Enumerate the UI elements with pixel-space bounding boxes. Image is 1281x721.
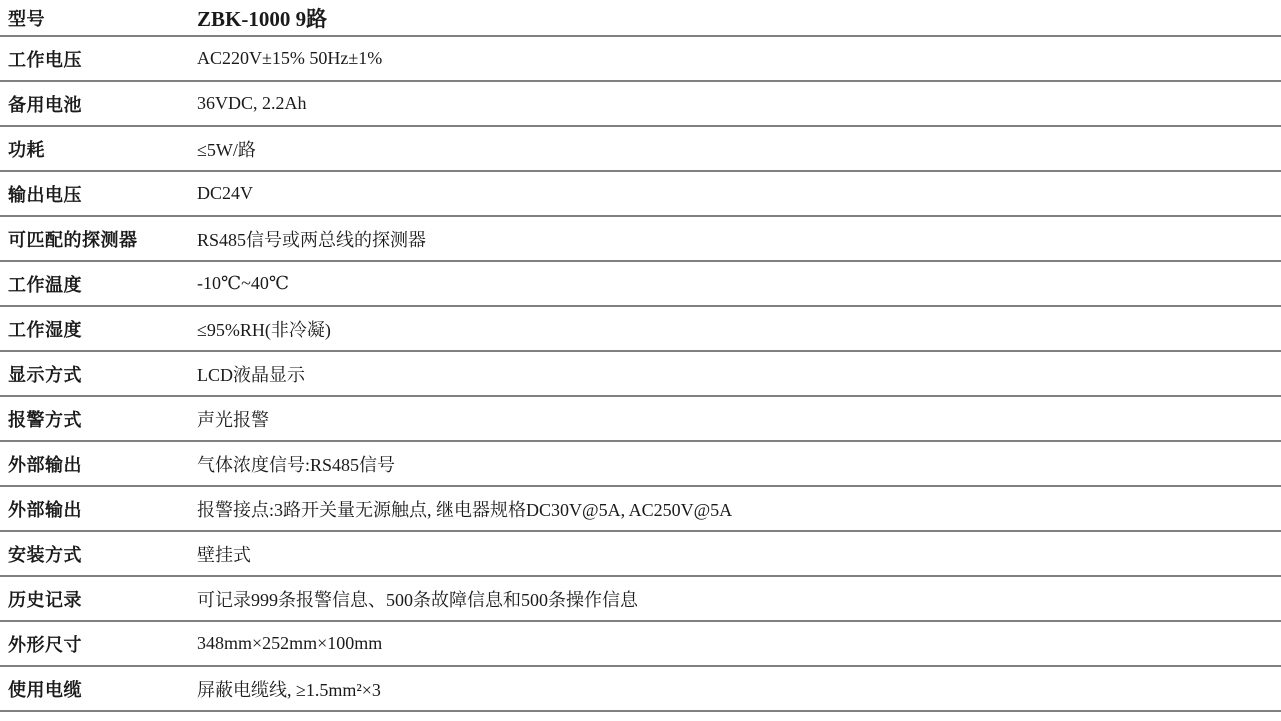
table-row [0,622,1281,667]
spec-value: 屏蔽电缆线, ≥1.5mm²×3 [197,679,381,700]
spec-value: ≤5W/路 [197,139,256,160]
spec-value: 报警接点:3路开关量无源触点, 继电器规格DC30V@5A, AC250V@5A [197,499,733,520]
table-row [0,577,1281,622]
table-row [0,397,1281,442]
spec-value: DC24V [197,183,254,203]
table-row [0,487,1281,532]
spec-label: 显示方式 [8,364,82,385]
spec-value: 36VDC, 2.2Ah [197,93,307,113]
spec-value: ZBK-1000 9路 [197,6,328,31]
spec-value: 气体浓度信号:RS485信号 [197,454,396,475]
spec-label: 历史记录 [8,589,82,610]
table-row [0,127,1281,172]
spec-label: 工作温度 [8,274,82,295]
table-row [0,0,1281,37]
table-row [0,217,1281,262]
spec-value: 348mm×252mm×100mm [197,633,383,653]
table-row [0,37,1281,82]
spec-value: RS485信号或两总线的探测器 [197,229,427,250]
spec-label: 外部输出 [8,454,82,475]
spec-label: 型号 [8,8,45,29]
spec-value: -10℃~40℃ [197,273,290,293]
table-row [0,442,1281,487]
table-row [0,352,1281,397]
table-row [0,532,1281,577]
table-row [0,82,1281,127]
spec-value: 壁挂式 [197,544,251,565]
spec-value: AC220V±15% 50Hz±1% [197,48,383,68]
spec-label: 功耗 [8,139,45,160]
spec-label: 输出电压 [8,184,82,205]
spec-label: 备用电池 [8,94,82,115]
spec-value: ≤95%RH(非冷凝) [197,319,331,340]
spec-label: 可匹配的探测器 [8,229,138,250]
table-row [0,172,1281,217]
spec-label: 报警方式 [8,409,82,430]
table-row [0,667,1281,712]
spec-label: 外部输出 [8,499,82,520]
spec-label: 工作湿度 [8,319,82,340]
table-row [0,307,1281,352]
spec-value: 可记录999条报警信息、500条故障信息和500条操作信息 [197,589,638,610]
spec-value: 声光报警 [197,409,269,430]
spec-label: 工作电压 [8,49,82,70]
table-row [0,262,1281,307]
spec-value: LCD液晶显示 [197,364,305,385]
spec-label: 外形尺寸 [8,634,82,655]
spec-label: 安装方式 [8,544,82,565]
spec-label: 使用电缆 [8,679,82,700]
